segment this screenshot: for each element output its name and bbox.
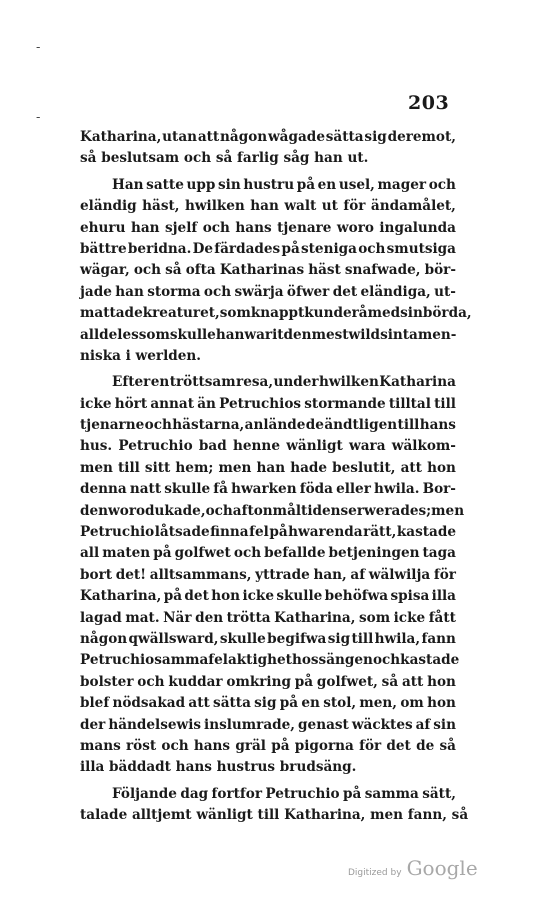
text-line: wägar, och så ofta Katharinas häst snafwade, bör-	[80, 262, 456, 279]
digitized-watermark	[348, 856, 478, 880]
text-line: all maten på golfwet och befallde betjeningen taga	[80, 545, 456, 562]
paragraph	[80, 127, 456, 170]
text-line: bolster och kuddar omkring på golfwet, så att hon	[80, 673, 456, 690]
text-line: eländig häst, hwilken han walt ut för ändamålet,	[80, 198, 456, 215]
text-line: der händelsewis inslumrade, genast wäcktes af sin	[80, 716, 456, 733]
margin-mark: -	[36, 40, 41, 55]
text-line: mans röst och hans gräl på pigorna för det de så	[80, 737, 456, 754]
text-line: alldeles som skulle han warit den mest wildsinta men-	[80, 326, 457, 343]
margin-mark: -	[36, 110, 41, 125]
paragraph	[80, 784, 469, 827]
text-line: bättre beridna. De färdades på steniga och smutsiga	[80, 240, 456, 257]
text-line: Följande dag fortfor Petruchio på samma sätt,	[112, 785, 456, 802]
text-line: hus. Petruchio bad henne wänligt wara wälkom-	[80, 438, 456, 455]
text-line: lagad mat. När den trötta Katharina, som icke fått	[80, 609, 456, 626]
text-line: bort det! alltsammans, yttrade han, af wälwilja för	[80, 566, 456, 583]
text-line: talade alltjemt wänligt till Katharina, men fann, så	[80, 807, 469, 824]
page-number: 203	[408, 92, 450, 114]
text-line: jade han storma och swärja öfwer det eländiga, ut-	[80, 283, 456, 300]
text-line: icke hört annat än Petruchios stormande tilltal till	[80, 395, 456, 412]
paragraph	[80, 175, 472, 368]
paragraph	[80, 372, 465, 778]
text-line: mattade kreaturet, som knappt kunde rå med sin börda,	[80, 305, 472, 322]
text-line: illa bäddadt hans hustrus brudsäng.	[80, 759, 357, 776]
text-line: Katharina, på det hon icke skulle behöfwa spisa illa	[80, 588, 456, 605]
text-line: Petruchio låtsade finna fel på hwarenda rätt, kastade	[80, 524, 456, 541]
text-line: någon qwällsward, skulle begifwa sig till hwila, fann	[80, 630, 456, 647]
text-line: Katharina, utan att någon wågade sätta sig deremot,	[80, 129, 456, 145]
body-text	[80, 127, 472, 832]
text-line: Han satte upp sin hustru på en usel, mager och	[112, 176, 456, 193]
text-line: ehuru han sjelf och hans tjenare woro ingalunda	[80, 219, 456, 236]
text-line: Petruchio samma felaktighet hos sängen och kastade	[80, 652, 460, 669]
text-line: denna natt skulle få hwarken föda eller hwila. Bor-	[80, 481, 456, 498]
text-line: men till sitt hem; men han hade beslutit, att hon	[80, 459, 456, 476]
google-logo: Google	[406, 856, 478, 880]
text-line: tjenarne och hästarna, anlände de ändtligen till hans	[80, 417, 456, 434]
text-line: blef nödsakad att sätta sig på en stol, men, om hon	[80, 695, 456, 712]
watermark-prefix: Digitized by	[348, 868, 402, 878]
text-line: niska i werlden.	[80, 347, 202, 364]
text-line: Efter en tröttsam resa, under hwilken Katharina	[112, 374, 456, 391]
text-line: så beslutsam och så farlig såg han ut.	[80, 150, 369, 167]
text-line: den woro dukade, och aftonmåltiden serwerades; men	[80, 502, 465, 519]
